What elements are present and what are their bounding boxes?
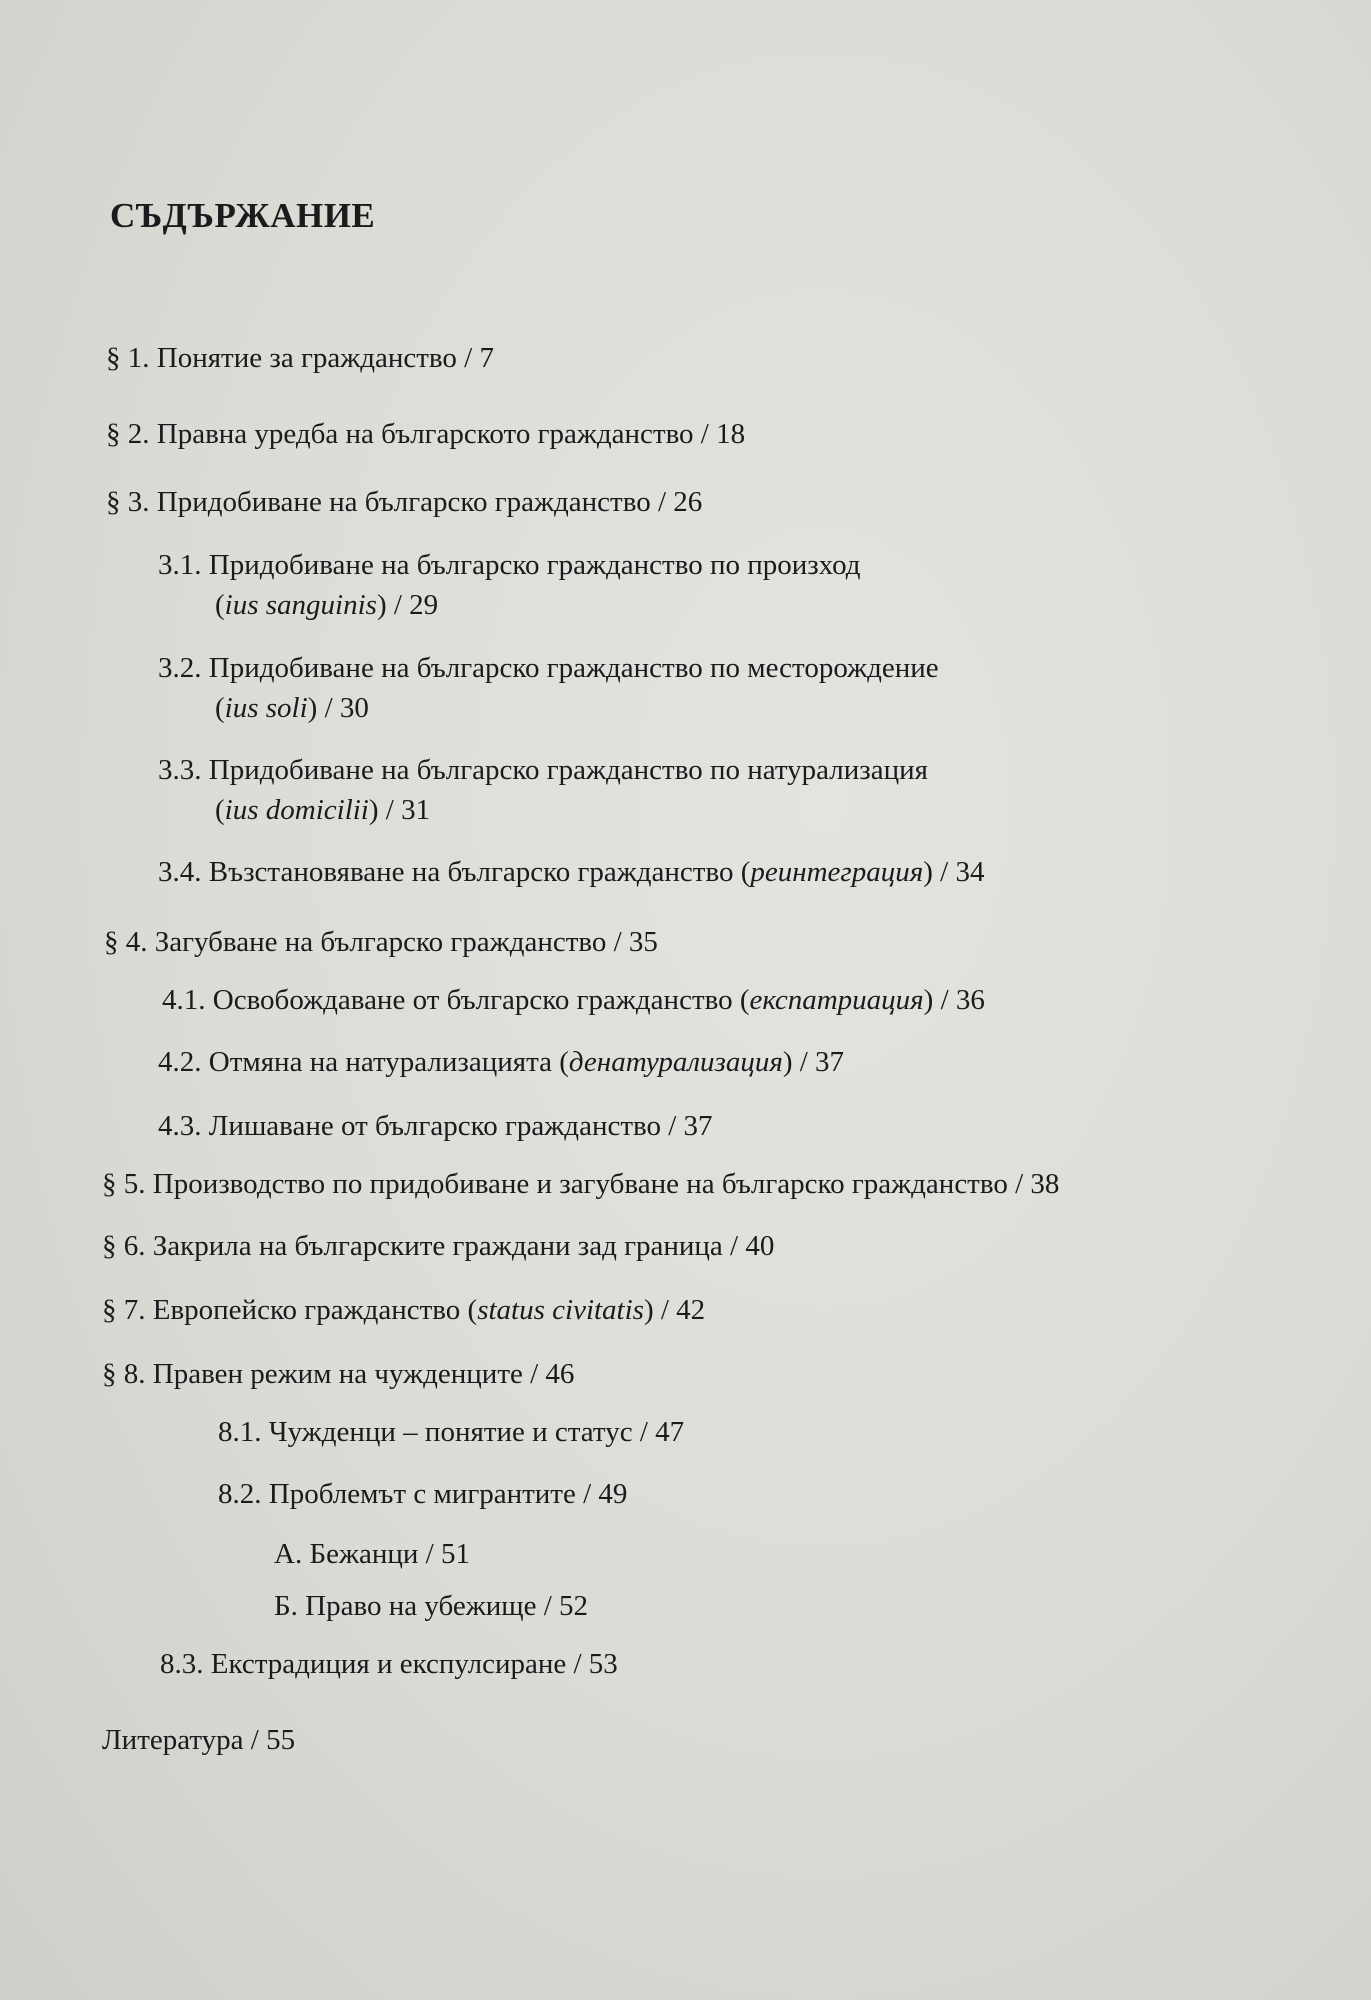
italic-term: реинтеграция [750,856,924,888]
toc-entry-text: 4.3. Лишаване от българско гражданство / 37 [158,1110,713,1142]
toc-entry-text: Б. Право на убежище / 52 [274,1590,589,1622]
toc-entry-text: 8.3. Екстрадиция и експулсиране / 53 [160,1648,618,1680]
toc-entry-8-2-a [274,1534,470,1574]
toc-entry-continuation: (ius soli) / 30 [215,692,369,724]
toc-entry-text: § 6. Закрила на българските граждани зад граница / 40 [102,1230,775,1262]
toc-entry-2 [106,414,745,454]
latin-term: ius sanguinis [224,589,377,621]
toc-entry-continuation: (ius domicilii) / 31 [215,794,431,826]
toc-entry-references [102,1720,295,1760]
toc-entry-text: 8.1. Чужденци – понятие и статус / 47 [218,1416,685,1448]
toc-entry-8-2 [218,1474,627,1514]
toc-entry-continuation: (ius sanguinis) / 29 [215,589,439,621]
italic-term: денатурализация [568,1046,783,1078]
toc-entry-3 [106,482,702,522]
toc-entry-text: § 8. Правен режим на чужденците / 46 [102,1358,575,1390]
toc-entry-8-3 [160,1644,618,1684]
toc-entry-text: § 5. Производство по придобиване и загубване на българско гражданство / 38 [102,1168,1060,1200]
toc-entry-8 [102,1354,574,1394]
latin-term: ius soli [224,692,308,724]
toc-entry-text: § 4. Загубване на българско гражданство / 35 [104,926,658,958]
toc-entry-text: 3.2. Придобиване на българско гражданство по месторождение [158,652,939,684]
toc-entry-3-1 [158,545,861,625]
toc-entry-4 [104,922,658,962]
toc-entry-text: § 3. Придобиване на българско гражданство / 26 [106,486,703,518]
toc-entry-7: § 7. Европейско гражданство (status civitatis) / 42 [102,1294,706,1326]
latin-term: status civitatis [477,1294,644,1326]
toc-entry-1 [106,338,494,378]
toc-entry-text: § 1. Понятие за гражданство / 7 [106,342,494,374]
toc-entry-4-2: 4.2. Отмяна на натурализацията (денатурализация) / 37 [158,1046,845,1078]
latin-term: ius domicilii [224,794,369,826]
toc-entry-text: § 2. Правна уредба на българското гражданство / 18 [106,418,746,450]
toc-entry-4-3 [158,1106,713,1146]
toc-entry-text: Литература / 55 [102,1724,296,1756]
toc-entry-text: 8.2. Проблемът с мигрантите / 49 [218,1478,628,1510]
toc-entry-3-3 [158,750,928,830]
toc-entry-6 [102,1226,774,1266]
toc-entry-3-2 [158,648,939,728]
toc-title: СЪДЪРЖАНИЕ [110,196,376,235]
toc-entry-8-1 [218,1412,684,1452]
toc-entry-text: 3.3. Придобиване на българско гражданство по натурализация [158,754,928,786]
toc-entry-8-2-b [274,1586,588,1626]
toc-entry-3-4: 3.4. Възстановяване на българско гражданство (реинтеграция) / 34 [158,856,985,888]
toc-entry-4-1: 4.1. Освобождаване от българско гражданство (експатриация) / 36 [162,984,985,1016]
toc-entry-5 [102,1164,1059,1204]
toc-entry-text: 3.1. Придобиване на българско гражданство по произход [158,549,861,581]
italic-term: експатриация [749,984,924,1016]
toc-entry-text: А. Бежанци / 51 [274,1538,470,1570]
